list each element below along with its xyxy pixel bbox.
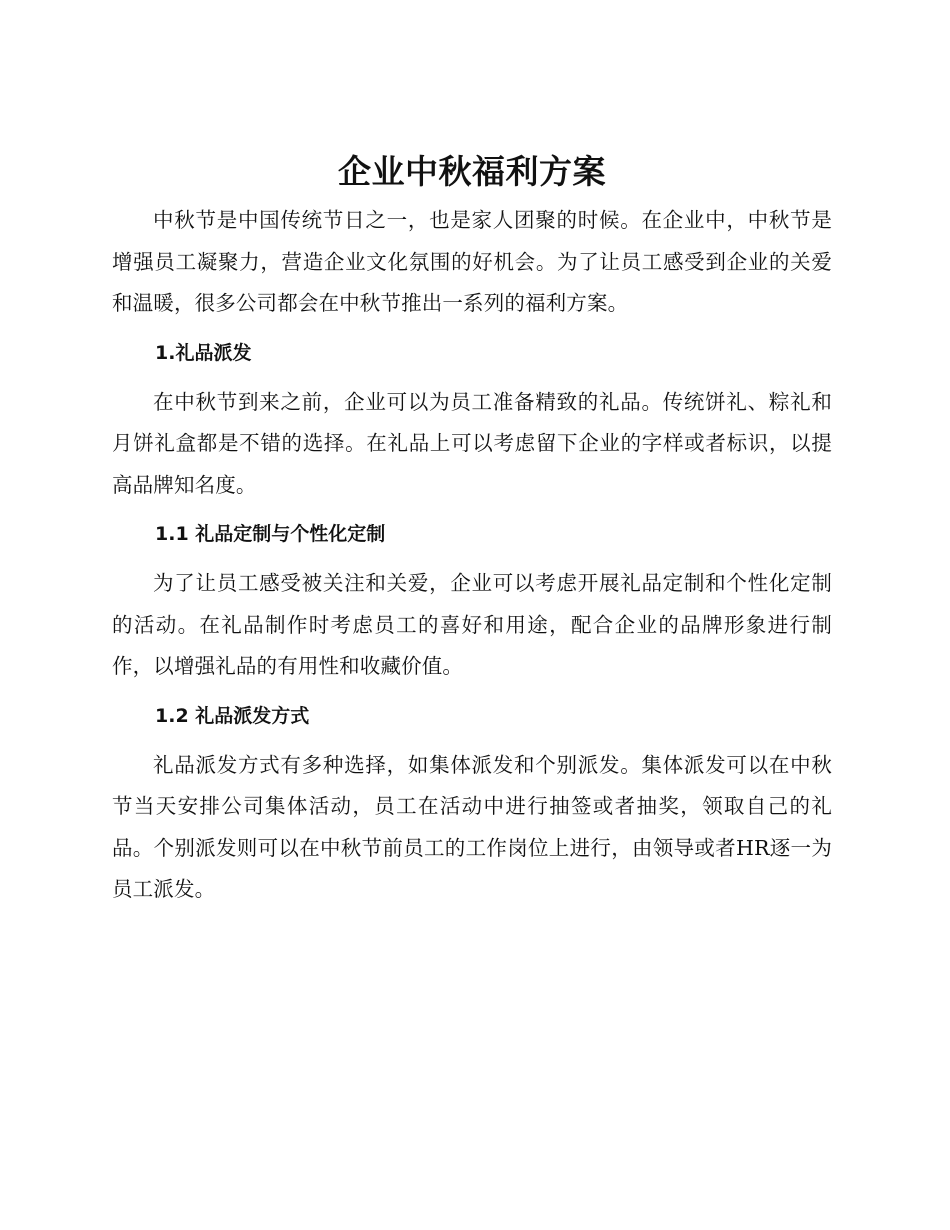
section-heading-distribution-methods: 1.2 礼品派发方式	[155, 704, 310, 727]
document-page	[112, 146, 832, 911]
section-heading-gift-customization: 1.1 礼品定制与个性化定制	[155, 523, 386, 545]
intro-paragraph: 中秋节是中国传统节日之一，也是家人团聚的时候。在企业中，中秋节是增强员工凝聚力，营造企业文化氛围的好机会。为了让员工感受到企业的关爱和温暖，很多公司都会在中秋节推出一系列的福利方案。	[112, 208, 832, 315]
distribution-methods-paragraph: 礼品派发方式有多种选择，如集体派发和个别派发。集体派发可以在中秋节当天安排公司集体活动，员工在活动中进行抽签或者抽奖，领取自己的礼品。个别派发则可以在中秋节前员工的工作岗位上进行，由领导或者HR逐一为员工派发。	[112, 752, 832, 901]
gift-distribution-paragraph: 在中秋节到来之前，企业可以为员工准备精致的礼品。传统饼礼、粽礼和月饼礼盒都是不错的选择。在礼品上可以考虑留下企业的字样或者标识，以提高品牌知名度。	[112, 389, 832, 497]
section-heading-gift-distribution: 1.礼品派发	[155, 341, 252, 364]
document-title: 企业中秋福利方案	[338, 152, 606, 191]
gift-customization-paragraph: 为了让员工感受被关注和关爱，企业可以考虑开展礼品定制和个性化定制的活动。在礼品制作时考虑员工的喜好和用途，配合企业的品牌形象进行制作，以增强礼品的有用性和收藏价值。	[112, 571, 832, 678]
